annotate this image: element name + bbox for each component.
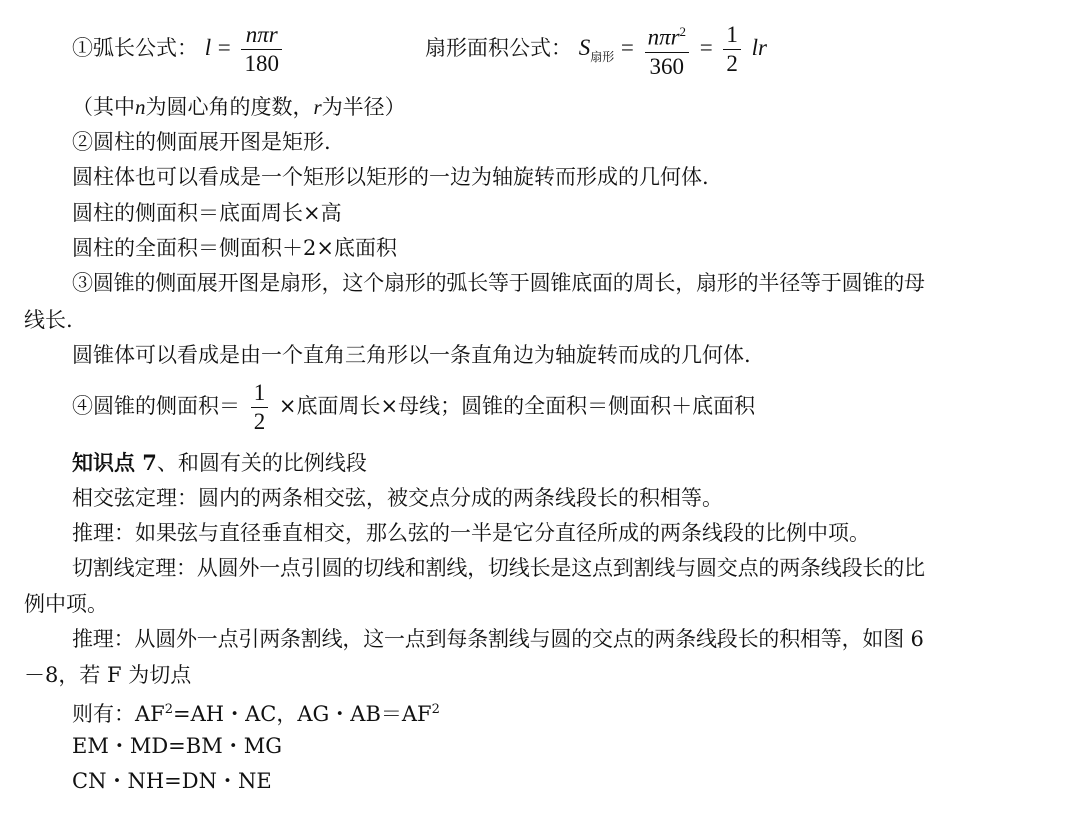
note-mid: 为圆心角的度数， [145, 95, 314, 119]
line-cone-rotation: 圆锥体可以看成是由一个直角三角形以一条直角边为轴旋转而成的几何体. [72, 343, 751, 367]
sector-denominator: 360 [649, 53, 685, 79]
cone-half-fraction [251, 379, 269, 436]
arc-numerator: nπr [241, 21, 282, 50]
result-1-b: =AH・AC，AG・AB＝AF [173, 702, 432, 726]
knowledge-point-7-heading [72, 448, 367, 478]
tangent-secant-theorem-cont: 例中项。 [24, 592, 108, 616]
line-cylinder-lateral-area: 圆柱的侧面积＝底面周长×高 [72, 201, 342, 225]
kp7-bold: 知识点 7 [72, 450, 157, 475]
line-cone-net: ③圆锥的侧面展开图是扇形，这个扇形的弧长等于圆锥底面的周长，扇形的半径等于圆锥的母 [72, 271, 925, 295]
intersecting-chords-theorem: 相交弦定理：圆内的两条相交弦，被交点分成的两条线段长的积相等。 [72, 486, 723, 510]
equals-sign-2: = [699, 35, 713, 60]
arc-symbol-l: l [204, 35, 212, 60]
equals-sign: = [217, 35, 231, 60]
note-close: 为半径） [321, 95, 406, 119]
secant-corollary-cont: －8，若 F 为切点 [24, 663, 192, 687]
line-cone-net-cont: 线长. [24, 308, 73, 332]
result-line-2: EM・MD=BM・MG [72, 734, 282, 758]
cone-area-prefix: ④圆锥的侧面积＝ [72, 394, 240, 418]
result-1-sup-2: 2 [431, 702, 440, 717]
sector-subscript: 扇形 [590, 50, 615, 64]
note-r: r [313, 95, 322, 119]
cone-area-suffix: ×底面周长×母线；圆锥的全面积＝侧面积＋底面积 [278, 394, 756, 418]
sector-numerator-exponent: 2 [679, 24, 687, 40]
arc-denominator: 180 [244, 51, 279, 76]
cone-area-formula [72, 376, 755, 436]
result-line-1 [72, 695, 440, 729]
tangent-secant-theorem: 切割线定理：从圆外一点引圆的切线和割线，切线长是这点到割线与圆交点的两条线段长的比 [72, 556, 925, 580]
sector-numerator-base: nπr [647, 24, 680, 50]
arc-fraction [241, 21, 282, 78]
line-cylinder-net: ②圆柱的侧面展开图是矩形. [72, 130, 331, 154]
sector-area-label: 扇形面积公式： [425, 36, 572, 60]
note-n: n [135, 95, 146, 119]
variable-note [72, 92, 406, 122]
result-1-sup-1: 2 [164, 702, 174, 717]
sector-symbol-S: S [578, 35, 591, 60]
note-open: （其中 [72, 95, 135, 119]
half-fraction [723, 21, 741, 78]
line-cylinder-total-area: 圆柱的全面积＝侧面积＋2×底面积 [72, 236, 397, 260]
sector-fraction [645, 18, 689, 81]
cone-half-numerator: 1 [251, 379, 269, 408]
cone-half-denominator: 2 [253, 409, 266, 434]
sector-numerator [645, 18, 689, 53]
half-numerator: 1 [723, 21, 741, 50]
secant-corollary: 推理：从圆外一点引两条割线，这一点到每条割线与圆的交点的两条线段长的积相等，如图 6 [72, 627, 924, 651]
chord-diameter-corollary: 推理：如果弦与直径垂直相交，那么弦的一半是它分直径所成的两条线段的比例中项。 [72, 521, 870, 545]
arc-length-label: ①弧长公式： [72, 36, 198, 60]
sector-area-formula [425, 18, 767, 81]
half-denominator: 2 [726, 51, 738, 76]
line-cylinder-rotation: 圆柱体也可以看成是一个矩形以矩形的一边为轴旋转而形成的几何体. [72, 165, 709, 189]
kp7-rest: 、和圆有关的比例线段 [156, 451, 367, 475]
result-line-3: CN・NH=DN・NE [72, 769, 272, 793]
result-1-a: 则有：AF [72, 702, 165, 726]
arc-length-formula [72, 18, 286, 78]
sector-tail: lr [751, 35, 767, 60]
equals-sign: = [620, 35, 634, 60]
